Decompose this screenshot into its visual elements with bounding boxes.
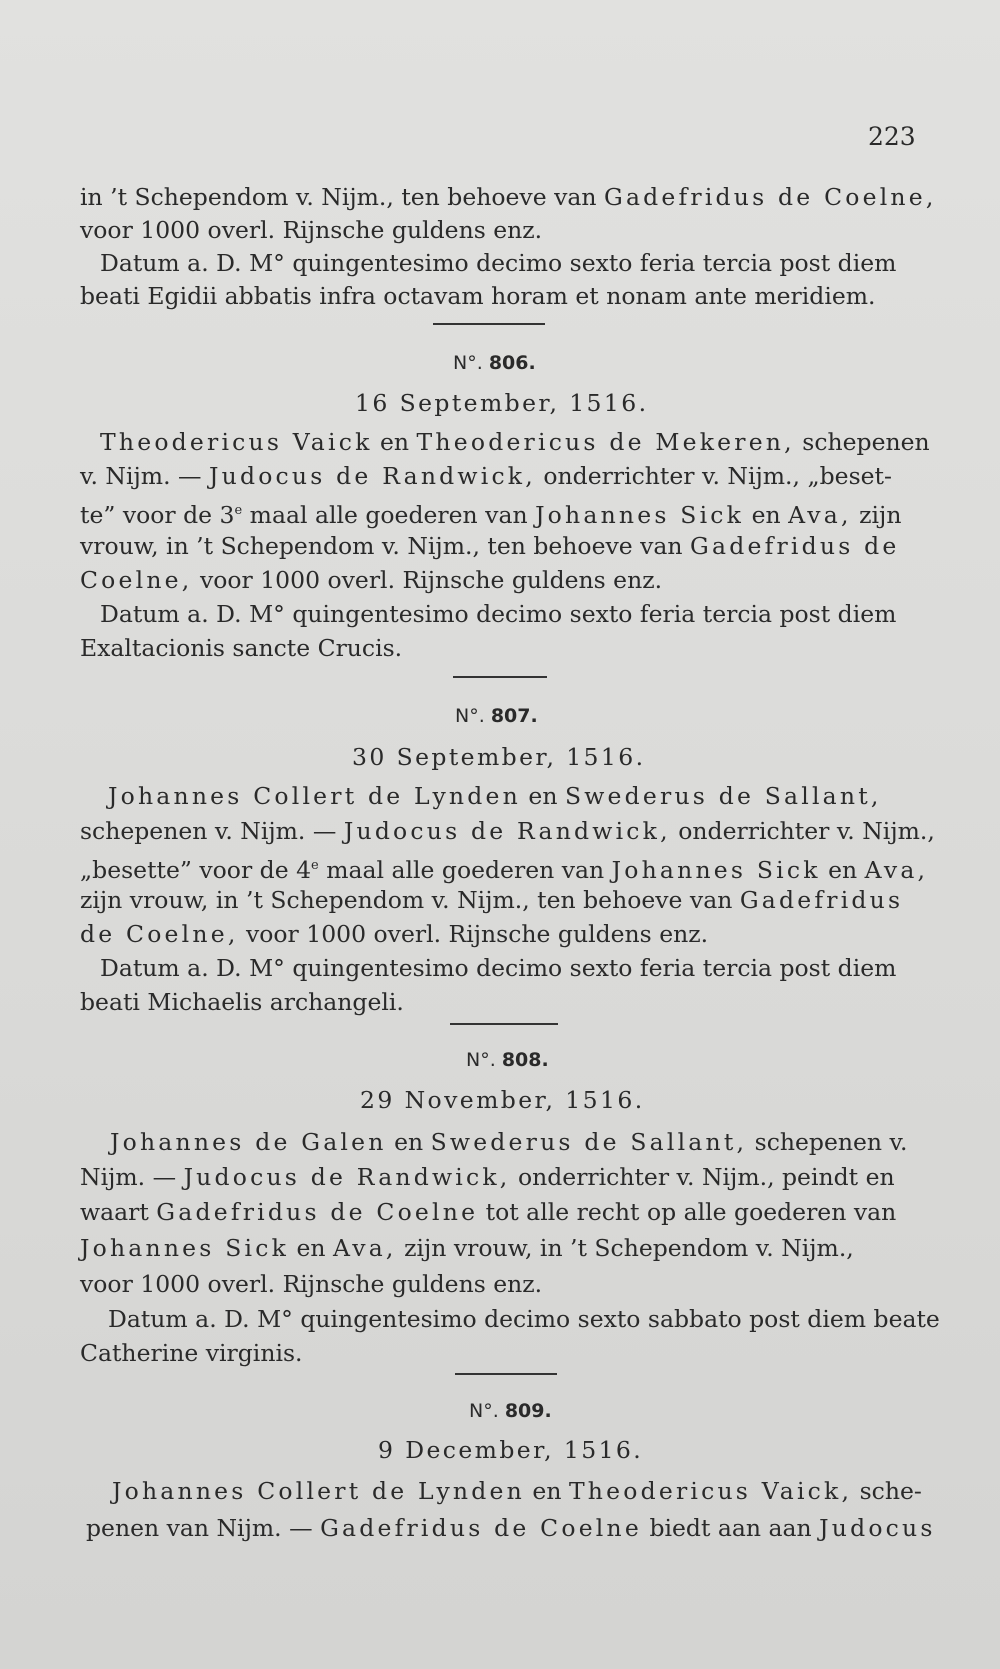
text-run: voor 1000 overl. Rijnsche guldens enz. <box>192 566 663 594</box>
text-run: penen van Nijm. — <box>86 1514 321 1542</box>
separator-rule <box>450 1023 558 1025</box>
spaced-name: Swederus de Sallant, <box>564 782 882 810</box>
text-line: Catherine virginis. <box>80 1339 303 1367</box>
text-line: Datum a. D. M° quingentesimo decimo sexto feria tercia post diem <box>100 249 897 277</box>
text-line <box>80 817 935 845</box>
entry-number <box>469 1400 552 1422</box>
text-line <box>108 782 948 810</box>
text-line <box>80 497 920 529</box>
spaced-name: Gadefridus de <box>690 532 900 560</box>
spaced-name: Johannes Sick <box>535 500 745 529</box>
text-run: maal alle goederen van <box>242 500 536 529</box>
text-line <box>80 920 920 948</box>
text-line <box>80 852 929 884</box>
number-value: 809. <box>504 1400 552 1422</box>
spaced-name: Johannes Collert de Lynden <box>108 782 521 810</box>
spaced-name: Ava, <box>333 1234 397 1262</box>
spaced-name: Theodericus Vaick, <box>568 1477 853 1505</box>
text-line: Datum a. D. M° quingentesimo decimo sexto feria tercia post diem <box>100 954 897 982</box>
text-line <box>80 566 920 594</box>
spaced-name: Judocus de Randwick, <box>209 462 536 490</box>
spaced-name: Gadefridus de Coelne <box>156 1198 479 1226</box>
spaced-name: Theodericus Vaick <box>100 428 373 456</box>
text-line: Exaltacionis sancte Crucis. <box>80 634 403 662</box>
spaced-name: Swederus de Sallant, <box>430 1128 748 1156</box>
entry-number <box>453 352 536 374</box>
text-line <box>80 1198 920 1226</box>
text-line <box>112 1477 952 1505</box>
text-line <box>110 1128 950 1156</box>
text-run: en <box>744 500 789 529</box>
text-run: Nijm. — <box>80 1163 184 1191</box>
page-number: 223 <box>868 122 916 151</box>
text-run: v. Nijm. — <box>80 462 209 490</box>
text-line: voor 1000 overl. Rijnsche guldens enz. <box>80 216 543 244</box>
text-line <box>80 1163 920 1191</box>
spaced-name: Judocus <box>819 1514 936 1542</box>
text-run: sche- <box>852 1477 922 1505</box>
text-run: biedt aan aan <box>641 1514 820 1542</box>
text-run: en <box>372 428 417 456</box>
spaced-name: Johannes Sick <box>80 1234 290 1262</box>
text-run: waart <box>80 1198 157 1226</box>
text-line <box>80 532 920 560</box>
spaced-name: Johannes Collert de Lynden <box>112 1477 525 1505</box>
spaced-name: Gadefridus de Coelne <box>320 1514 642 1542</box>
number-value: 807. <box>490 705 538 727</box>
entry-number <box>466 1049 549 1071</box>
entry-date: 29 November, 1516. <box>360 1086 645 1114</box>
entry-number <box>455 705 538 727</box>
number-prefix: N°. <box>469 1400 499 1422</box>
entry-date: 9 December, 1516. <box>378 1436 644 1464</box>
number-value: 806. <box>488 352 536 374</box>
text-run: onderrichter v. Nijm., <box>670 817 935 845</box>
text-line <box>100 428 940 456</box>
spaced-name: Ava, <box>864 855 929 884</box>
spaced-name: de Coelne, <box>80 920 239 948</box>
separator-rule <box>433 323 545 325</box>
number-prefix: N°. <box>455 705 485 727</box>
text-line: Datum a. D. M° quingentesimo decimo sexto feria tercia post diem <box>100 600 897 628</box>
text-run: onderrichter v. Nijm., peindt en <box>510 1163 895 1191</box>
spaced-name: Coelne, <box>80 566 193 594</box>
number-prefix: N°. <box>453 352 483 374</box>
spaced-name: Johannes de Galen <box>110 1128 387 1156</box>
text-run: vrouw, in ’t Schependom v. Nijm., ten behoeve van <box>80 532 691 560</box>
text-line: beati Egidii abbatis infra octavam horam et nonam ante meridiem. <box>80 282 876 310</box>
text-run: en <box>820 855 865 884</box>
text-line <box>80 462 920 490</box>
superscript: e <box>234 503 243 518</box>
spaced-name: Johannes Sick <box>611 855 821 884</box>
entry-date: 16 September, 1516. <box>355 389 649 417</box>
text-line <box>86 1514 936 1542</box>
spaced-name: Gadefridus <box>739 886 904 914</box>
spaced-name: Gadefridus de Coelne, <box>603 183 937 211</box>
spaced-name: Judocus de Randwick, <box>183 1163 511 1191</box>
text-run: zijn <box>851 500 902 529</box>
text-run: en <box>386 1128 431 1156</box>
text-run: maal alle goederen van <box>318 855 612 884</box>
text-run: voor 1000 overl. Rijnsche guldens enz. <box>238 920 709 948</box>
text-run: en <box>289 1234 334 1262</box>
number-value: 808. <box>501 1049 549 1071</box>
text-line <box>80 886 920 914</box>
separator-rule <box>455 1373 557 1375</box>
superscript: e <box>311 858 319 873</box>
text-line <box>80 1234 920 1262</box>
text-run: schepenen <box>794 428 930 456</box>
spaced-name: Ava, <box>788 500 852 529</box>
text-line <box>80 183 937 211</box>
text-run: onderrichter v. Nijm., „beset- <box>535 462 892 490</box>
text-run: te” voor de 3 <box>80 500 235 529</box>
text-line: Datum a. D. M° quingentesimo decimo sexto sabbato post diem beate <box>108 1305 940 1333</box>
text-run: zijn vrouw, in ’t Schependom v. Nijm., ten behoeve van <box>80 886 740 914</box>
spaced-name: Theodericus de Mekeren, <box>416 428 795 456</box>
text-run: en <box>524 1477 569 1505</box>
entry-date: 30 September, 1516. <box>352 743 646 771</box>
text-run: schepenen v. Nijm. — <box>80 817 344 845</box>
text-run: zijn vrouw, in ’t Schependom v. Nijm., <box>396 1234 854 1262</box>
text-line: voor 1000 overl. Rijnsche guldens enz. <box>80 1270 543 1298</box>
text-run: in ’t Schependom v. Nijm., ten behoeve van <box>80 183 604 211</box>
spaced-name: Judocus de Randwick, <box>343 817 671 845</box>
text-run: „besette” voor de 4 <box>80 855 312 884</box>
text-line: beati Michaelis archangeli. <box>80 988 404 1016</box>
text-run: tot alle recht op alle goederen van <box>478 1198 897 1226</box>
text-run: schepenen v. <box>747 1128 908 1156</box>
number-prefix: N°. <box>466 1049 496 1071</box>
separator-rule <box>453 676 547 678</box>
text-run: en <box>520 782 565 810</box>
